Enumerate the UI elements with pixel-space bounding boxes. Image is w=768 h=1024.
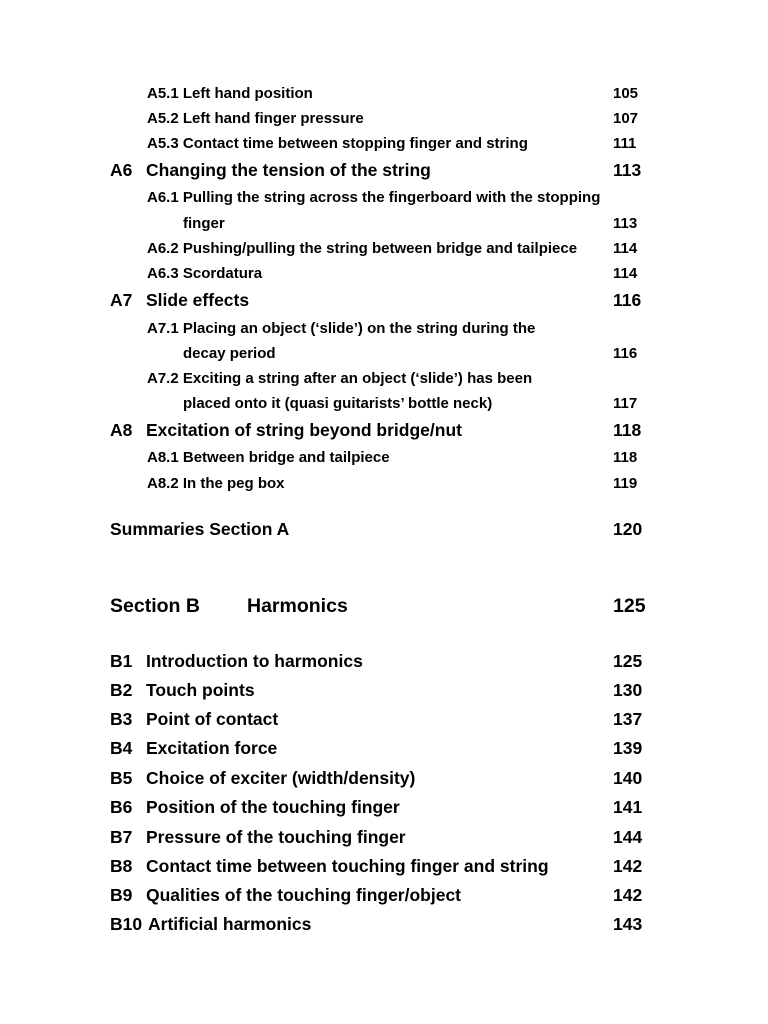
page-number: 118 xyxy=(613,449,638,466)
page-number: 105 xyxy=(613,85,639,102)
toc-entry-a6-2 xyxy=(147,240,577,257)
page-number: 114 xyxy=(613,240,638,257)
entry-number: B5 xyxy=(110,768,133,788)
entry-number: B3 xyxy=(110,709,133,729)
toc-entry-b8 xyxy=(110,856,549,877)
entry-number: A8 xyxy=(110,420,133,440)
entry-number: A7 xyxy=(110,290,133,310)
entry-title-continuation: placed onto it (quasi guitarists’ bottle neck) xyxy=(183,395,493,412)
toc-entry-a5-2 xyxy=(147,110,364,127)
toc-entry-b4 xyxy=(110,738,277,759)
page-number: 125 xyxy=(613,651,643,671)
entry-title: Touch points xyxy=(146,680,255,700)
entry-number: A6.2 xyxy=(147,240,179,257)
toc-entry-b3 xyxy=(110,709,278,730)
entry-number: B8 xyxy=(110,856,133,876)
page-number: 144 xyxy=(613,827,643,847)
toc-entry-b5 xyxy=(110,768,415,789)
page-number: 120 xyxy=(613,519,643,539)
entry-number: B6 xyxy=(110,797,133,817)
entry-number: A5.3 xyxy=(147,135,179,152)
entry-title: Left hand finger pressure xyxy=(182,110,364,127)
entry-title: Position of the touching finger xyxy=(146,797,400,817)
entry-title: Introduction to harmonics xyxy=(146,651,363,671)
entry-number: B1 xyxy=(110,651,133,671)
entry-number: A8.2 xyxy=(147,475,179,492)
page-number: 125 xyxy=(613,595,646,617)
entry-title: Exciting a string after an object (‘slide’) has been xyxy=(182,370,533,387)
page-number: 107 xyxy=(613,110,639,127)
entry-number: B9 xyxy=(110,885,133,905)
entry-title: Left hand position xyxy=(182,85,313,102)
entry-number: B7 xyxy=(110,827,133,847)
toc-entry-b9 xyxy=(110,885,461,906)
toc-entry-a5-1 xyxy=(147,85,313,102)
page-number: 141 xyxy=(613,797,643,817)
entry-title: Scordatura xyxy=(182,265,263,282)
entry-title: Changing the tension of the string xyxy=(146,160,431,180)
entry-title: Excitation of string beyond bridge/nut xyxy=(146,420,462,440)
page-number: 143 xyxy=(613,914,643,934)
toc-entry-a6-3 xyxy=(147,265,262,282)
entry-title: In the peg box xyxy=(182,475,285,492)
page-number: 118 xyxy=(613,420,642,440)
page-number: 116 xyxy=(613,290,642,310)
page-number: 140 xyxy=(613,768,643,788)
entry-number: B2 xyxy=(110,680,133,700)
page-number: 139 xyxy=(613,738,643,758)
entry-number: B4 xyxy=(110,738,133,758)
entry-title: Artificial harmonics xyxy=(148,914,312,934)
toc-entry-a6 xyxy=(110,160,431,181)
entry-title: Point of contact xyxy=(146,709,279,729)
toc-entry-a7 xyxy=(110,290,249,311)
entry-number: A6.3 xyxy=(147,265,179,282)
page-number: 111 xyxy=(613,135,637,152)
section-b-title: Harmonics xyxy=(247,595,348,617)
summaries-heading: Summaries Section A xyxy=(110,519,290,539)
entry-title: Pressure of the touching finger xyxy=(146,827,406,847)
page-number: 113 xyxy=(613,160,642,180)
page-number: 119 xyxy=(613,475,638,492)
entry-title: Pulling the string across the fingerboard with the stopping xyxy=(182,189,601,206)
toc-entry-b1 xyxy=(110,651,363,672)
toc-entry-a7-1 xyxy=(147,320,535,337)
page-number: 114 xyxy=(613,265,638,282)
entry-number: A8.1 xyxy=(147,449,179,466)
entry-title: Pushing/pulling the string between bridge and tailpiece xyxy=(182,240,578,257)
toc-entry-a8-2 xyxy=(147,475,285,492)
toc-entry-b7 xyxy=(110,827,406,848)
section-b-label: Section B xyxy=(110,595,200,617)
page-number: 113 xyxy=(613,215,638,232)
page-number: 142 xyxy=(613,885,643,905)
entry-title: Contact time between touching finger and string xyxy=(146,856,549,876)
toc-entry-a6-1 xyxy=(147,189,600,206)
toc-entry-b2 xyxy=(110,680,255,701)
entry-number: A5.2 xyxy=(147,110,179,127)
entry-number: A7.1 xyxy=(147,320,179,337)
page-number: 130 xyxy=(613,680,643,700)
entry-title-continuation: finger xyxy=(183,215,225,232)
entry-title: Contact time between stopping finger and string xyxy=(182,135,528,152)
entry-title: Placing an object (‘slide’) on the string during the xyxy=(182,320,536,337)
toc-entry-a8 xyxy=(110,420,462,441)
entry-title: Between bridge and tailpiece xyxy=(182,449,390,466)
page-number: 137 xyxy=(613,709,643,729)
entry-title: Excitation force xyxy=(146,738,278,758)
entry-number: B10 xyxy=(110,914,143,934)
entry-number: A6 xyxy=(110,160,133,180)
toc-entry-a7-2 xyxy=(147,370,532,387)
toc-entry-a5-3 xyxy=(147,135,528,152)
entry-title: Slide effects xyxy=(146,290,250,310)
toc-entry-b6 xyxy=(110,797,400,818)
entry-number: A5.1 xyxy=(147,85,179,102)
entry-title: Choice of exciter (width/density) xyxy=(146,768,416,788)
page-number: 142 xyxy=(613,856,643,876)
page-number: 116 xyxy=(613,345,638,362)
entry-title-continuation: decay period xyxy=(183,345,276,362)
entry-number: A6.1 xyxy=(147,189,179,206)
toc-entry-b10 xyxy=(110,914,311,935)
toc-entry-a8-1 xyxy=(147,449,390,466)
entry-title: Qualities of the touching finger/object xyxy=(146,885,462,905)
page-number: 117 xyxy=(613,395,638,412)
entry-number: A7.2 xyxy=(147,370,179,387)
